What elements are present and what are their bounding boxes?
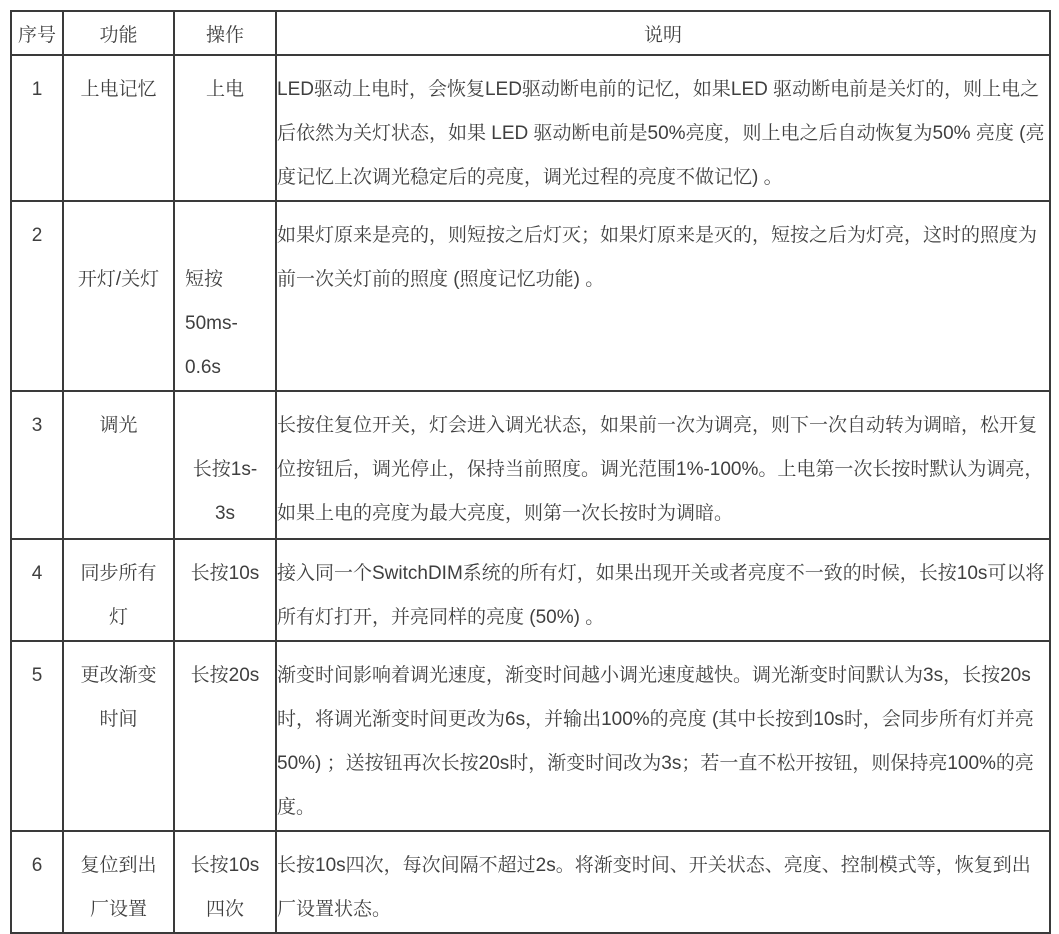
function-line: 调光	[99, 415, 138, 436]
function-line: 上电记忆	[80, 79, 157, 100]
row-description-cell	[276, 831, 1050, 933]
operation-line: 长按20s	[190, 665, 260, 686]
operation-line: 长按10s	[190, 563, 260, 584]
row-description-text: 长按10s四次，每次间隔不超过2s。将渐变时间、开关状态、亮度、控制模式等，恢复到出厂设置状态。	[277, 855, 1031, 920]
operation-line: 50ms-	[185, 313, 238, 334]
function-line: 开灯/关灯	[77, 269, 160, 290]
table-row	[11, 201, 1050, 391]
table-row	[11, 55, 1050, 201]
row-description-cell	[276, 391, 1050, 539]
row-function-cell	[63, 55, 174, 201]
row-operation-cell	[174, 539, 276, 641]
function-line	[64, 214, 173, 258]
operation-line: 短按	[185, 269, 224, 290]
row-number-cell: 1	[11, 55, 63, 201]
row-function-cell	[63, 539, 174, 641]
row-function-cell	[63, 201, 174, 391]
table-body	[11, 55, 1050, 933]
row-operation-cell	[174, 201, 276, 391]
function-line: 时间	[99, 709, 138, 730]
row-description-text: LED驱动上电时，会恢复LED驱动断电前的记忆，如果LED 驱动断电前是关灯的，则上电之后依然为关灯状态，如果 LED 驱动断电前是50%亮度，则上电之后自动恢复为50% 亮度 (亮度记忆上次调光稳定后的亮度，调光过程的亮度不做记忆) 。	[277, 79, 1045, 188]
row-operation-cell	[174, 391, 276, 539]
row-description-text: 如果灯原来是亮的，则短按之后灯灭；如果灯原来是灭的，短按之后为灯亮，这时的照度为前一次关灯前的照度 (照度记忆功能) 。	[277, 225, 1038, 290]
row-description-text: 接入同一个SwitchDIM系统的所有灯，如果出现开关或者亮度不一致的时候，长按10s可以将所有灯打开，并亮同样的亮度 (50%) 。	[277, 563, 1045, 628]
function-line: 灯	[108, 607, 128, 628]
table-row	[11, 641, 1050, 831]
function-line: 复位到出	[80, 855, 157, 876]
row-operation-cell	[174, 831, 276, 933]
operation-line	[185, 214, 275, 258]
operation-line: 0.6s	[185, 357, 221, 378]
row-description-cell	[276, 539, 1050, 641]
function-line: 更改渐变	[80, 665, 157, 686]
function-table	[10, 10, 1051, 934]
operation-line	[175, 404, 275, 448]
operation-line: 四次	[205, 899, 244, 920]
row-number-cell: 4	[11, 539, 63, 641]
row-number-cell: 6	[11, 831, 63, 933]
column-header-description: 说明	[276, 11, 1050, 55]
row-description-cell	[276, 55, 1050, 201]
row-function-cell	[63, 831, 174, 933]
row-number-cell: 2	[11, 201, 63, 391]
row-description-text: 渐变时间影响着调光速度，渐变时间越小调光速度越快。调光渐变时间默认为3s，长按20s时，将调光渐变时间更改为6s，并输出100%的亮度 (其中长按到10s时，会同步所有灯并亮50%) ；送按钮再次长按20s时，渐变时间改为3s；若一直不松开按钮，则保持亮100%的亮度。	[277, 665, 1034, 818]
table-row	[11, 831, 1050, 933]
column-header-function: 功能	[63, 11, 174, 55]
row-description-cell	[276, 641, 1050, 831]
table-row	[11, 539, 1050, 641]
column-header-number: 序号	[11, 11, 63, 55]
row-description-cell	[276, 201, 1050, 391]
column-header-operation: 操作	[174, 11, 276, 55]
row-function-cell	[63, 641, 174, 831]
row-number-cell: 5	[11, 641, 63, 831]
row-operation-cell	[174, 641, 276, 831]
row-description-text: 长按住复位开关，灯会进入调光状态，如果前一次为调亮，则下一次自动转为调暗，松开复位按钮后，调光停止，保持当前照度。调光范围1%-100%。上电第一次长按时默认为调亮，如果上电的亮度为最大亮度，则第一次长按时为调暗。	[277, 415, 1044, 524]
operation-line: 上电	[205, 79, 244, 100]
table-header-row	[11, 11, 1050, 55]
row-function-cell	[63, 391, 174, 539]
operation-line: 长按1s-	[192, 459, 258, 480]
function-line: 同步所有	[80, 563, 157, 584]
table-row	[11, 391, 1050, 539]
row-operation-cell	[174, 55, 276, 201]
operation-line: 3s	[214, 503, 236, 524]
function-line: 厂设置	[89, 899, 147, 920]
row-number-cell: 3	[11, 391, 63, 539]
operation-line: 长按10s	[190, 855, 260, 876]
